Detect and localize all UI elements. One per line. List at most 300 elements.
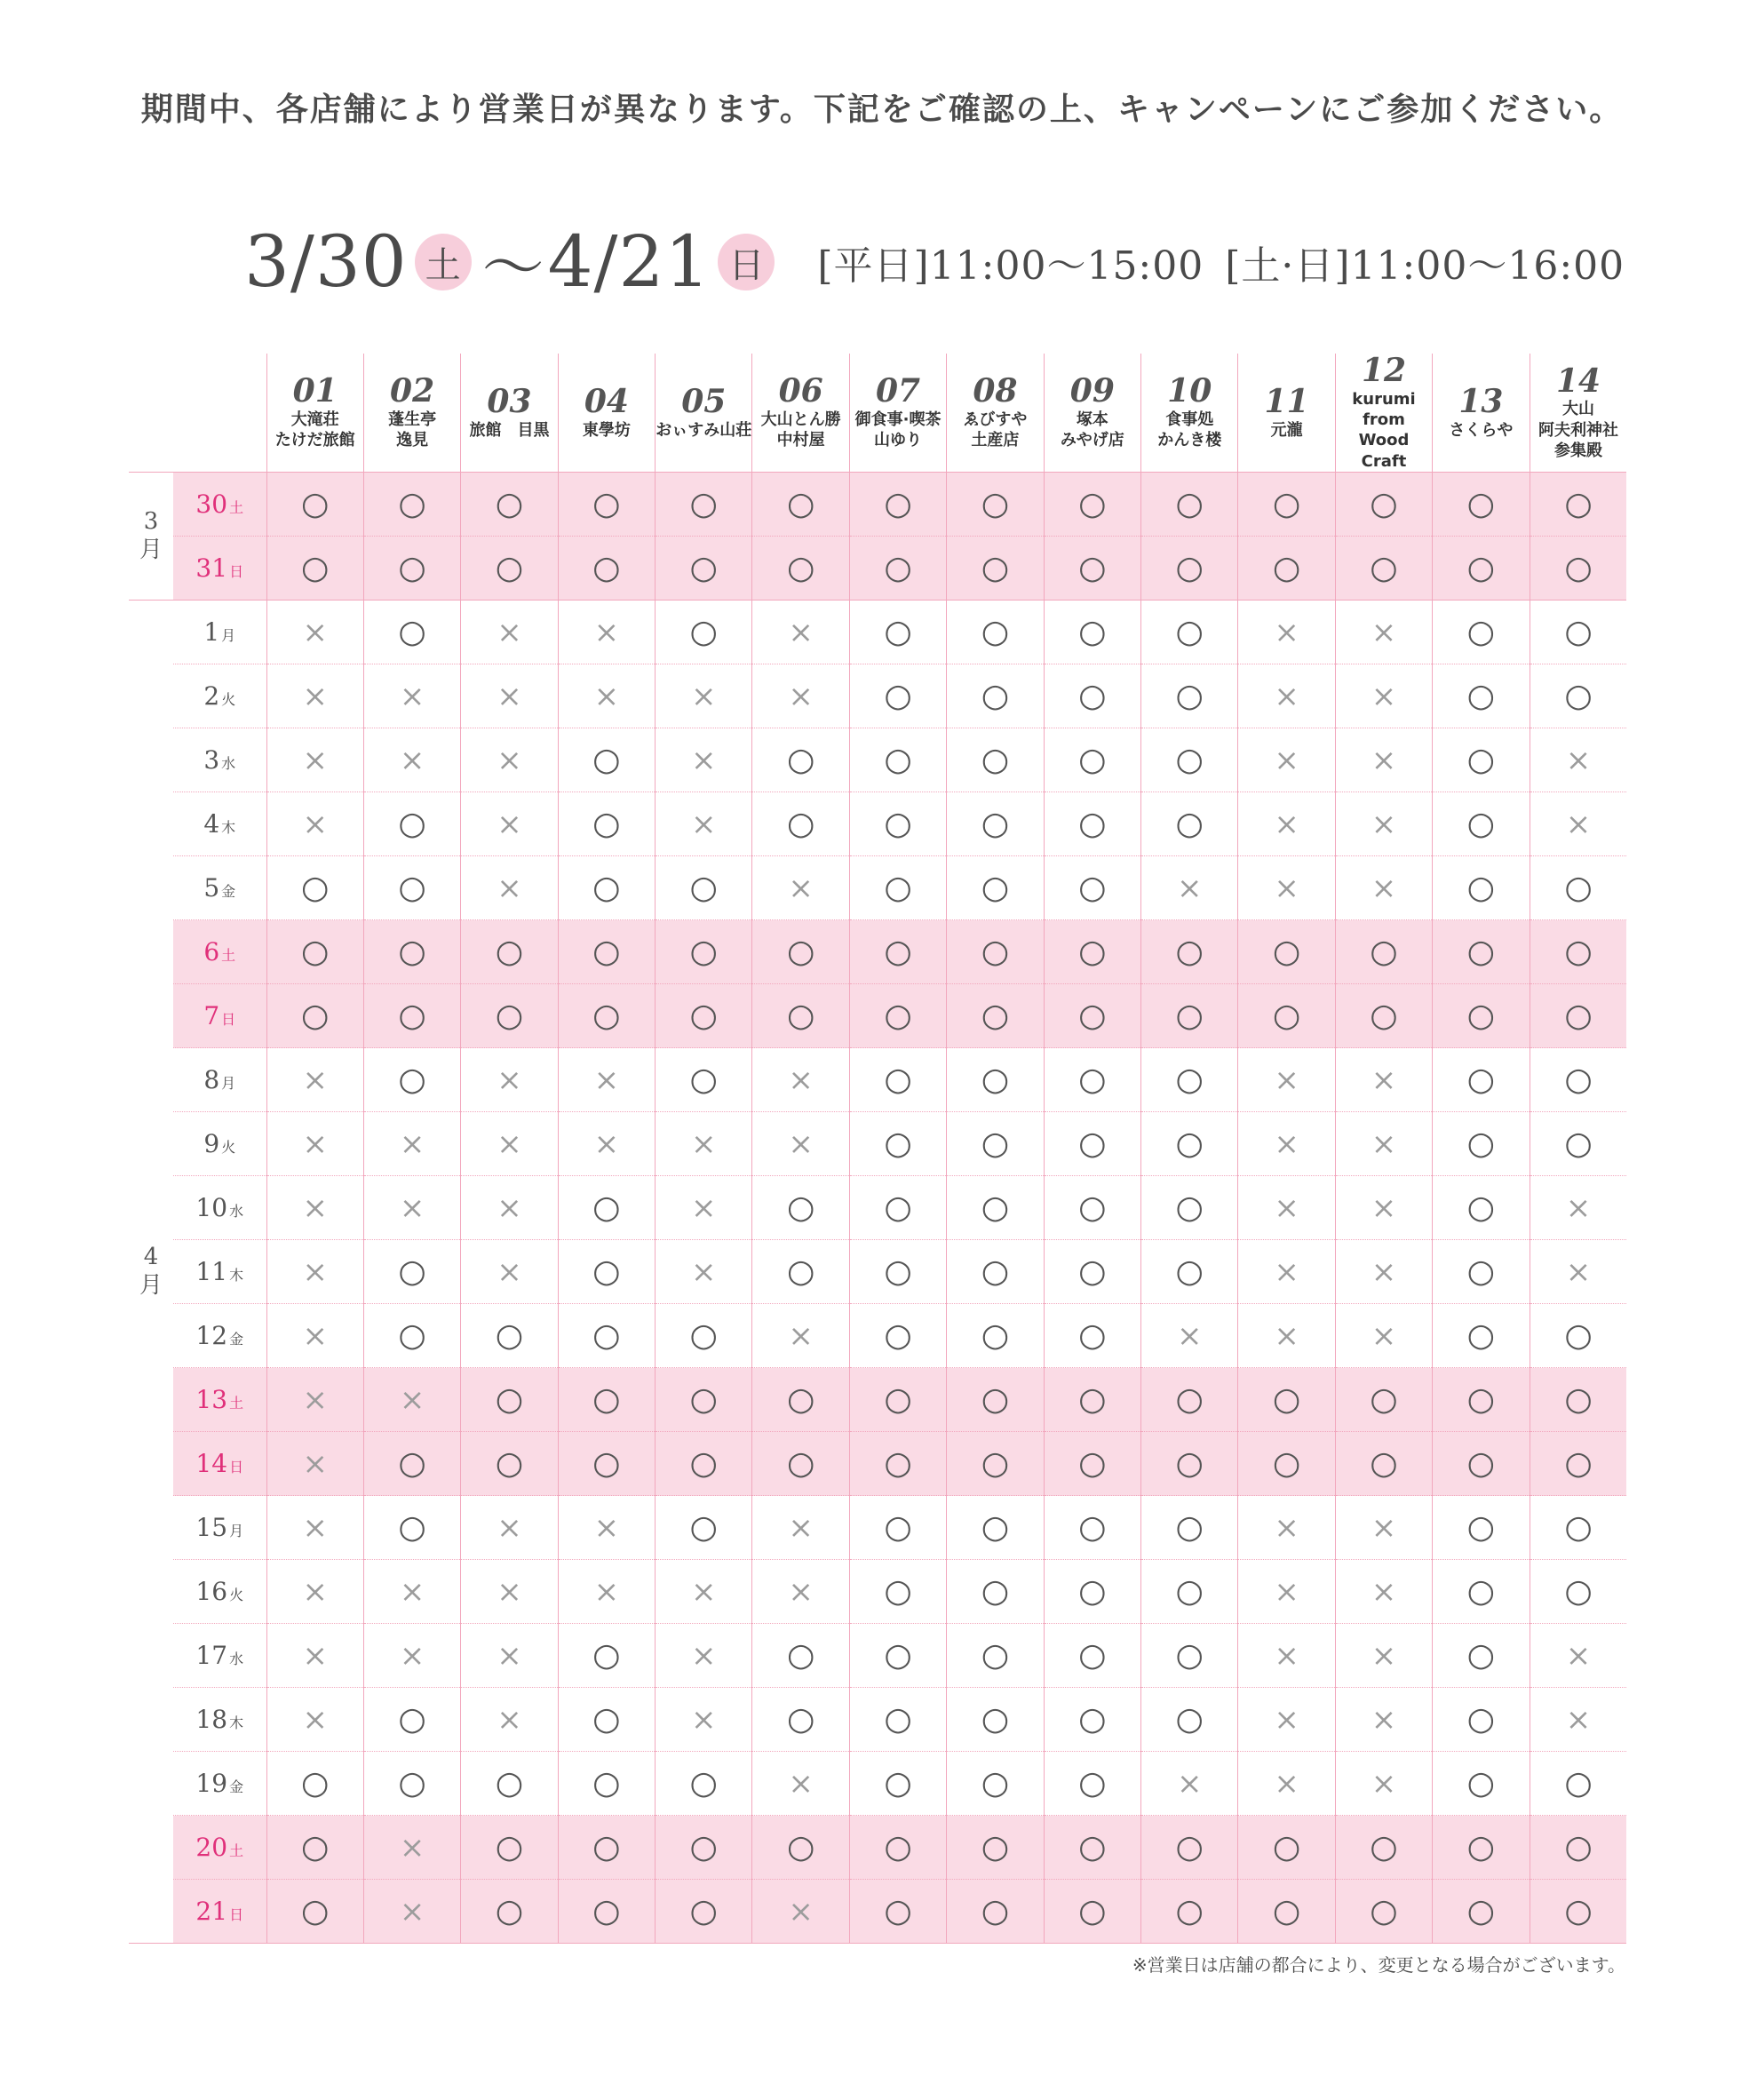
status-cell	[849, 1368, 946, 1432]
store-name: 元瀧	[1270, 420, 1303, 440]
status-cell	[1530, 1432, 1626, 1496]
open-mark: ○	[1564, 485, 1593, 522]
open-mark: ○	[1466, 1444, 1496, 1482]
status-cell	[1433, 984, 1530, 1048]
open-mark: ○	[981, 933, 1010, 970]
status-cell	[558, 1496, 655, 1560]
status-cell	[266, 1688, 363, 1752]
store-header	[1530, 354, 1626, 473]
open-mark: ○	[300, 1892, 330, 1929]
status-cell	[1530, 1240, 1626, 1304]
weekend-hours: [土·日]11:00～16:00	[1225, 243, 1625, 289]
status-cell	[656, 1496, 752, 1560]
open-mark: ○	[398, 1508, 426, 1546]
open-mark: ○	[1175, 1828, 1204, 1865]
status-cell	[1238, 664, 1335, 728]
status-cell	[461, 1176, 558, 1240]
closed-mark: ×	[1371, 870, 1397, 906]
status-cell	[1335, 728, 1432, 792]
status-cell	[1141, 1176, 1238, 1240]
status-cell	[1433, 537, 1530, 601]
status-cell	[849, 537, 946, 601]
status-cell	[947, 1304, 1044, 1368]
status-cell	[947, 1048, 1044, 1112]
open-mark: ○	[786, 1828, 815, 1865]
status-cell	[558, 1240, 655, 1304]
closed-mark: ×	[302, 1062, 328, 1098]
open-mark: ○	[1078, 485, 1107, 522]
date-number: 6	[203, 937, 220, 967]
open-mark: ○	[1078, 997, 1107, 1034]
open-mark: ○	[1466, 1700, 1496, 1738]
open-mark: ○	[884, 1508, 912, 1546]
day-of-week: 火	[221, 1139, 236, 1157]
closed-mark: ×	[691, 806, 717, 842]
status-cell	[656, 1304, 752, 1368]
open-mark: ○	[1078, 933, 1107, 970]
store-header	[1433, 354, 1530, 473]
open-mark: ○	[398, 1444, 426, 1482]
open-mark: ○	[300, 1764, 330, 1802]
date-number: 18	[195, 1705, 228, 1735]
status-cell	[461, 601, 558, 664]
status-cell	[558, 1048, 655, 1112]
status-cell	[849, 856, 946, 920]
open-mark: ○	[981, 1061, 1010, 1098]
open-mark: ○	[1078, 549, 1107, 586]
store-name: kurumi from Wood Craft	[1352, 389, 1416, 471]
open-mark: ○	[1175, 805, 1204, 842]
open-mark: ○	[1175, 1636, 1204, 1674]
open-mark: ○	[884, 613, 912, 650]
status-cell	[461, 984, 558, 1048]
closed-mark: ×	[593, 1509, 620, 1546]
closed-mark: ×	[1371, 742, 1397, 778]
status-cell	[363, 1048, 460, 1112]
status-cell	[1238, 1624, 1335, 1688]
status-cell	[266, 537, 363, 601]
closed-mark: ×	[1371, 806, 1397, 842]
status-cell	[1433, 1816, 1530, 1880]
open-mark: ○	[884, 1764, 912, 1802]
open-mark: ○	[495, 1764, 524, 1802]
status-cell	[1044, 1432, 1140, 1496]
status-cell	[1238, 792, 1335, 856]
status-cell	[1141, 1304, 1238, 1368]
status-cell	[752, 1496, 849, 1560]
closed-mark: ×	[1371, 1573, 1397, 1610]
store-header	[849, 354, 946, 473]
open-mark: ○	[689, 1892, 718, 1929]
open-mark: ○	[398, 613, 426, 650]
date-number: 14	[195, 1449, 228, 1479]
status-cell	[1530, 1880, 1626, 1944]
open-mark: ○	[398, 1061, 426, 1098]
day-of-week: 土	[229, 1395, 244, 1412]
status-cell	[849, 1560, 946, 1624]
open-mark: ○	[398, 1764, 426, 1802]
open-mark: ○	[398, 933, 426, 970]
date-cell	[173, 473, 266, 537]
open-mark: ○	[1466, 1764, 1496, 1802]
status-cell	[558, 1688, 655, 1752]
day-row	[129, 1304, 1626, 1368]
month-label: 4 月	[129, 601, 173, 1944]
closed-mark: ×	[593, 678, 620, 714]
status-cell	[1238, 1048, 1335, 1112]
status-cell	[656, 537, 752, 601]
status-cell	[947, 1240, 1044, 1304]
closed-mark: ×	[788, 1765, 814, 1802]
open-mark: ○	[300, 1828, 330, 1865]
status-cell	[849, 1752, 946, 1816]
open-mark: ○	[1078, 1508, 1107, 1546]
status-cell	[363, 1880, 460, 1944]
open-mark: ○	[981, 1764, 1010, 1802]
open-mark: ○	[1466, 549, 1496, 586]
date-number: 15	[195, 1513, 228, 1543]
open-mark: ○	[1175, 1189, 1204, 1226]
status-cell	[752, 601, 849, 664]
open-mark: ○	[1466, 1508, 1496, 1546]
status-cell	[266, 601, 363, 664]
open-mark: ○	[1466, 741, 1496, 778]
status-cell	[752, 1048, 849, 1112]
store-header	[1238, 354, 1335, 473]
closed-mark: ×	[1371, 614, 1397, 650]
open-mark: ○	[495, 933, 524, 970]
open-mark: ○	[689, 485, 718, 522]
open-mark: ○	[786, 805, 815, 842]
status-cell	[752, 1368, 849, 1432]
store-number: 09	[1069, 372, 1115, 410]
open-mark: ○	[1564, 1892, 1593, 1929]
day-of-week: 月	[221, 1075, 236, 1093]
status-cell	[947, 920, 1044, 984]
closed-mark: ×	[1565, 742, 1592, 778]
status-cell	[558, 473, 655, 537]
open-mark: ○	[398, 1253, 426, 1290]
status-cell	[1433, 1752, 1530, 1816]
open-mark: ○	[689, 1508, 718, 1546]
open-mark: ○	[398, 549, 426, 586]
open-mark: ○	[981, 1316, 1010, 1354]
status-cell	[363, 1112, 460, 1176]
day-of-week: 水	[229, 1651, 244, 1668]
status-cell	[1433, 856, 1530, 920]
closed-mark: ×	[497, 678, 522, 714]
status-cell	[1141, 537, 1238, 601]
status-cell	[849, 664, 946, 728]
closed-mark: ×	[399, 1381, 425, 1418]
status-cell	[363, 1304, 460, 1368]
status-cell	[1335, 537, 1432, 601]
date-cell	[173, 1048, 266, 1112]
open-mark: ○	[1078, 1125, 1107, 1162]
status-cell	[1530, 1816, 1626, 1880]
status-cell	[1044, 920, 1140, 984]
status-cell	[849, 1496, 946, 1560]
status-cell	[947, 1112, 1044, 1176]
open-mark: ○	[1466, 1572, 1496, 1610]
closed-mark: ×	[302, 1253, 328, 1290]
open-mark: ○	[1078, 1380, 1107, 1418]
open-mark: ○	[689, 1764, 718, 1802]
status-cell	[558, 1560, 655, 1624]
open-mark: ○	[1370, 485, 1398, 522]
status-cell	[363, 856, 460, 920]
status-cell	[656, 1432, 752, 1496]
status-cell	[1335, 1880, 1432, 1944]
open-mark: ○	[1272, 933, 1301, 970]
open-mark: ○	[1466, 997, 1496, 1034]
status-cell	[363, 792, 460, 856]
closed-mark: ×	[302, 1509, 328, 1546]
open-mark: ○	[786, 1636, 815, 1674]
status-cell	[947, 792, 1044, 856]
date-number: 1	[203, 617, 220, 648]
open-mark: ○	[884, 485, 912, 522]
closed-mark: ×	[399, 1189, 425, 1226]
status-cell	[461, 728, 558, 792]
store-name: 大滝荘 たけだ旅館	[274, 410, 355, 450]
schedule-body	[129, 473, 1626, 1944]
open-mark: ○	[981, 1189, 1010, 1226]
closed-mark: ×	[497, 1126, 522, 1162]
status-cell	[1530, 473, 1626, 537]
closed-mark: ×	[1274, 870, 1299, 906]
status-cell	[363, 664, 460, 728]
open-mark: ○	[300, 485, 330, 522]
store-name: 塚本 みやげ店	[1060, 410, 1124, 450]
closed-mark: ×	[1371, 1509, 1397, 1546]
store-number: 05	[681, 383, 727, 421]
status-cell	[558, 1880, 655, 1944]
open-mark: ○	[981, 1700, 1010, 1738]
status-cell	[656, 1240, 752, 1304]
open-mark: ○	[1370, 1380, 1398, 1418]
open-mark: ○	[689, 1061, 718, 1098]
open-mark: ○	[884, 1892, 912, 1929]
status-cell	[1335, 1304, 1432, 1368]
closed-mark: ×	[1371, 1189, 1397, 1226]
open-mark: ○	[1564, 1380, 1593, 1418]
open-mark: ○	[1078, 1892, 1107, 1929]
status-cell	[1335, 1688, 1432, 1752]
period-tilde: ～	[481, 230, 544, 304]
closed-mark: ×	[593, 1062, 620, 1098]
date-cell	[173, 664, 266, 728]
status-cell	[558, 1112, 655, 1176]
status-cell	[1044, 984, 1140, 1048]
open-mark: ○	[300, 997, 330, 1034]
store-number: 12	[1361, 352, 1407, 389]
open-mark: ○	[884, 1828, 912, 1865]
status-cell	[1335, 792, 1432, 856]
status-cell	[1238, 1368, 1335, 1432]
day-row	[129, 1752, 1626, 1816]
day-of-week: 日	[229, 1459, 244, 1476]
status-cell	[266, 664, 363, 728]
status-cell	[656, 856, 752, 920]
open-mark: ○	[1078, 1444, 1107, 1482]
day-of-week: 木	[229, 1267, 244, 1285]
open-mark: ○	[981, 1572, 1010, 1610]
date-cell	[173, 1880, 266, 1944]
status-cell	[1335, 1560, 1432, 1624]
closed-mark: ×	[399, 1573, 425, 1610]
open-mark: ○	[1078, 741, 1107, 778]
open-mark: ○	[689, 613, 718, 650]
date-cell	[173, 984, 266, 1048]
status-cell	[1530, 984, 1626, 1048]
status-cell	[1530, 601, 1626, 664]
status-cell	[1530, 1560, 1626, 1624]
closed-mark: ×	[497, 1062, 522, 1098]
status-cell	[461, 1048, 558, 1112]
open-mark: ○	[495, 1444, 524, 1482]
open-mark: ○	[1564, 1828, 1593, 1865]
closed-mark: ×	[691, 742, 717, 778]
closed-mark: ×	[497, 1189, 522, 1226]
status-cell	[363, 984, 460, 1048]
open-mark: ○	[495, 997, 524, 1034]
status-cell	[558, 537, 655, 601]
open-mark: ○	[884, 549, 912, 586]
status-cell	[461, 1432, 558, 1496]
status-cell	[656, 920, 752, 984]
closed-mark: ×	[399, 678, 425, 714]
store-number: 04	[584, 383, 629, 421]
date-number: 13	[195, 1385, 228, 1415]
status-cell	[752, 728, 849, 792]
status-cell	[752, 1624, 849, 1688]
open-mark: ○	[300, 869, 330, 906]
open-mark: ○	[981, 1636, 1010, 1674]
open-mark: ○	[1466, 1189, 1496, 1226]
campaign-period	[244, 218, 1646, 306]
open-mark: ○	[398, 869, 426, 906]
status-cell	[656, 1560, 752, 1624]
date-number: 12	[195, 1321, 228, 1351]
status-cell	[266, 792, 363, 856]
status-cell	[1433, 920, 1530, 984]
open-mark: ○	[1466, 805, 1496, 842]
status-cell	[947, 601, 1044, 664]
date-cell	[173, 1176, 266, 1240]
open-mark: ○	[786, 741, 815, 778]
status-cell	[1238, 1112, 1335, 1176]
status-cell	[1141, 1368, 1238, 1432]
open-mark: ○	[786, 1189, 815, 1226]
status-cell	[1530, 1368, 1626, 1432]
closed-mark: ×	[1274, 806, 1299, 842]
closed-mark: ×	[302, 742, 328, 778]
date-number: 21	[195, 1897, 228, 1927]
status-cell	[363, 1496, 460, 1560]
closed-mark: ×	[1371, 1126, 1397, 1162]
open-mark: ○	[398, 485, 426, 522]
day-of-week: 土	[229, 1842, 244, 1860]
status-cell	[363, 1688, 460, 1752]
open-mark: ○	[1175, 613, 1204, 650]
status-cell	[1530, 1048, 1626, 1112]
status-cell	[1141, 984, 1238, 1048]
day-row	[129, 537, 1626, 601]
day-row	[129, 1112, 1626, 1176]
status-cell	[849, 1048, 946, 1112]
open-mark: ○	[1175, 933, 1204, 970]
day-of-week: 日	[221, 1011, 236, 1029]
closed-mark: ×	[593, 614, 620, 650]
date-cell	[173, 1304, 266, 1368]
open-mark: ○	[1078, 869, 1107, 906]
date-cell	[173, 601, 266, 664]
status-cell	[266, 473, 363, 537]
day-row	[129, 1560, 1626, 1624]
open-mark: ○	[592, 1892, 621, 1929]
status-cell	[1141, 792, 1238, 856]
closed-mark: ×	[1176, 1317, 1203, 1354]
status-cell	[1044, 473, 1140, 537]
closed-mark: ×	[1371, 1637, 1397, 1674]
open-mark: ○	[592, 741, 621, 778]
status-cell	[1433, 1432, 1530, 1496]
status-cell	[1044, 1240, 1140, 1304]
store-number: 11	[1264, 383, 1309, 421]
open-mark: ○	[884, 1380, 912, 1418]
date-number: 8	[203, 1065, 220, 1095]
status-cell	[363, 1240, 460, 1304]
open-mark: ○	[786, 1444, 815, 1482]
closed-mark: ×	[1371, 1317, 1397, 1354]
status-cell	[947, 1368, 1044, 1432]
open-mark: ○	[786, 485, 815, 522]
status-cell	[1433, 728, 1530, 792]
day-row	[129, 1880, 1626, 1944]
open-mark: ○	[689, 1380, 718, 1418]
status-cell	[1335, 1752, 1432, 1816]
date-cell	[173, 1688, 266, 1752]
open-mark: ○	[1175, 1700, 1204, 1738]
status-cell	[1433, 1304, 1530, 1368]
closed-mark: ×	[497, 742, 522, 778]
closed-mark: ×	[1274, 614, 1299, 650]
open-mark: ○	[1078, 677, 1107, 714]
status-cell	[1238, 1816, 1335, 1880]
status-cell	[1530, 1112, 1626, 1176]
closed-mark: ×	[691, 1126, 717, 1162]
status-cell	[1238, 1752, 1335, 1816]
open-mark: ○	[689, 549, 718, 586]
status-cell	[947, 856, 1044, 920]
status-cell	[1141, 856, 1238, 920]
status-cell	[947, 537, 1044, 601]
store-name: ゑびすや 土産店	[963, 410, 1028, 450]
status-cell	[1530, 920, 1626, 984]
open-mark: ○	[981, 1253, 1010, 1290]
open-mark: ○	[398, 1700, 426, 1738]
status-cell	[558, 1624, 655, 1688]
day-row	[129, 920, 1626, 984]
status-cell	[461, 1624, 558, 1688]
open-mark: ○	[981, 549, 1010, 586]
store-header	[947, 354, 1044, 473]
closed-mark: ×	[691, 1253, 717, 1290]
open-mark: ○	[1175, 1253, 1204, 1290]
closed-mark: ×	[788, 1317, 814, 1354]
status-cell	[656, 984, 752, 1048]
